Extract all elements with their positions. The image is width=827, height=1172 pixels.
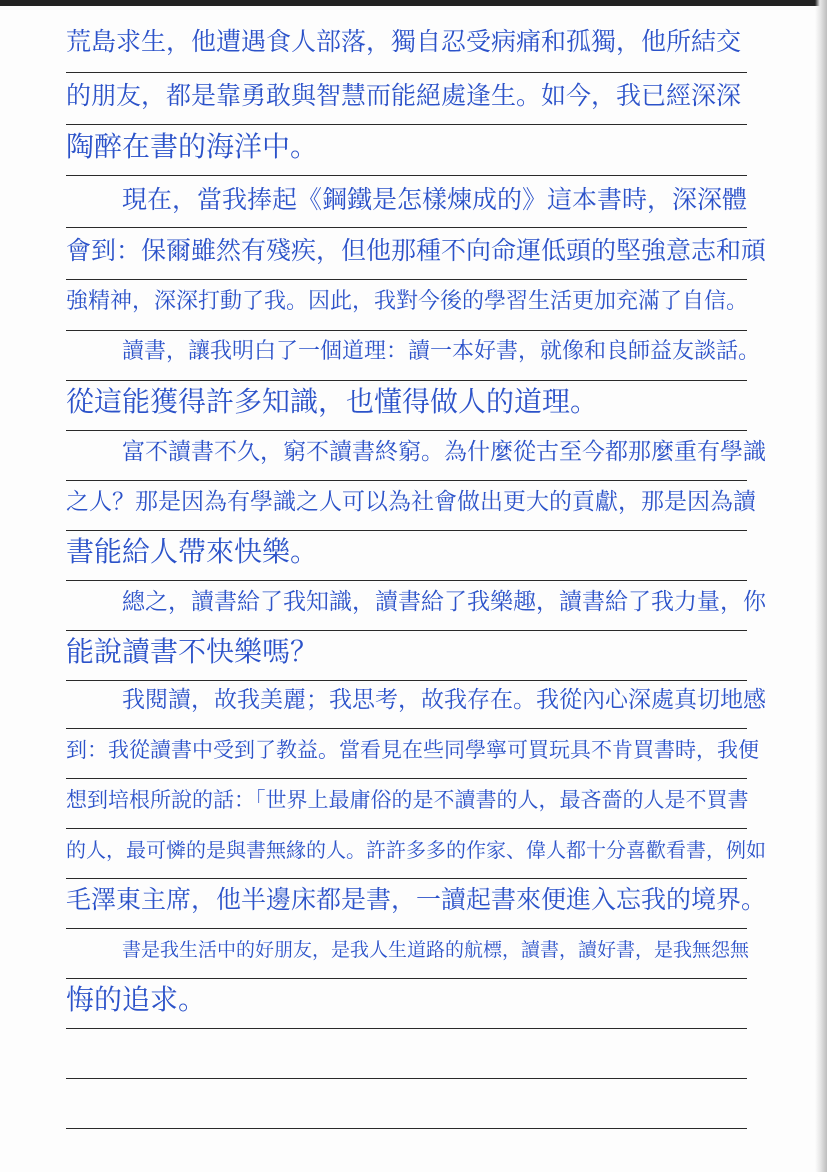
ruled-line xyxy=(66,978,747,979)
essay-line: 我閱讀，故我美麗；我思考，故我存在。我從內心深處真切地感 xyxy=(122,687,766,713)
page-top-edge xyxy=(0,0,827,6)
ruled-line xyxy=(66,380,747,381)
ruled-line xyxy=(66,175,747,176)
ruled-line xyxy=(66,1128,747,1129)
essay-line: 陶醉在書的海洋中。 xyxy=(66,130,319,163)
essay-line: 富不讀書不久，窮不讀書終窮。為什麼從古至今都那麼重有學識 xyxy=(122,439,766,465)
ruled-line xyxy=(66,778,747,779)
ruled-line xyxy=(66,72,747,73)
ruled-line xyxy=(66,1078,747,1079)
essay-line: 強精神，深深打動了我。因此，我對今後的學習生活更加充滿了自信。 xyxy=(66,289,749,314)
essay-line: 會到：保爾雖然有殘疾，但他那種不向命運低頭的堅強意志和頑 xyxy=(66,236,767,265)
essay-line: 到：我從讀書中受到了教益。當看見在些同學寧可買玩具不肯買書時，我便 xyxy=(66,738,759,762)
essay-line: 悔的追求。 xyxy=(66,983,207,1016)
ruled-line xyxy=(66,728,747,729)
ruled-line xyxy=(66,430,747,431)
essay-line: 書是我生活中的好朋友，是我人生道路的航標，讀書，讀好書，是我無怨無 xyxy=(122,939,750,961)
essay-line: 書能給人帶來快樂。 xyxy=(66,535,319,568)
ruled-line xyxy=(66,530,747,531)
ruled-line xyxy=(66,1028,747,1029)
essay-line: 能說讀書不快樂嗎？ xyxy=(66,635,319,668)
essay-line: 的朋友，都是靠勇敢與智慧而能絕處逢生。如今，我已經深深 xyxy=(66,81,742,110)
essay-line: 之人？那是因為有學識之人可以為社會做出更大的貢獻，那是因為讀 xyxy=(66,489,756,515)
ruled-line xyxy=(66,828,747,829)
essay-line: 總之，讀書給了我知識，讀書給了我樂趣，讀書給了我力量，你 xyxy=(122,589,766,615)
essay-line: 毛澤東主席，他半邊床都是書，一讀起書來便進入忘我的境界。 xyxy=(66,885,767,914)
essay-line: 讀書，讓我明白了一個道理：讀一本好書，就像和良師益友談話。 xyxy=(122,339,761,364)
ruled-line xyxy=(66,580,747,581)
essay-line: 想到培根所說的話：「世界上最庸俗的是不讀書的人，最吝嗇的人是不買書 xyxy=(66,788,749,812)
ruled-line xyxy=(66,480,747,481)
ruled-line xyxy=(66,878,747,879)
essay-line: 的人，最可憐的是與書無緣的人。許許多多的作家、偉人都十分喜歡看書，例如 xyxy=(66,838,766,862)
ruled-line xyxy=(66,928,747,929)
essay-line: 荒島求生，他遭遇食人部落，獨自忍受病痛和孤獨，他所結交 xyxy=(66,27,742,56)
ruled-line xyxy=(66,330,747,331)
essay-line: 從這能獲得許多知識，也懂得做人的道理。 xyxy=(66,385,599,418)
ruled-line xyxy=(66,124,747,125)
ruled-line xyxy=(66,279,747,280)
essay-line: 現在，當我捧起《鋼鐵是怎樣煉成的》這本書時，深深體 xyxy=(122,185,748,214)
ruled-line xyxy=(66,227,747,228)
ruled-line xyxy=(66,630,747,631)
